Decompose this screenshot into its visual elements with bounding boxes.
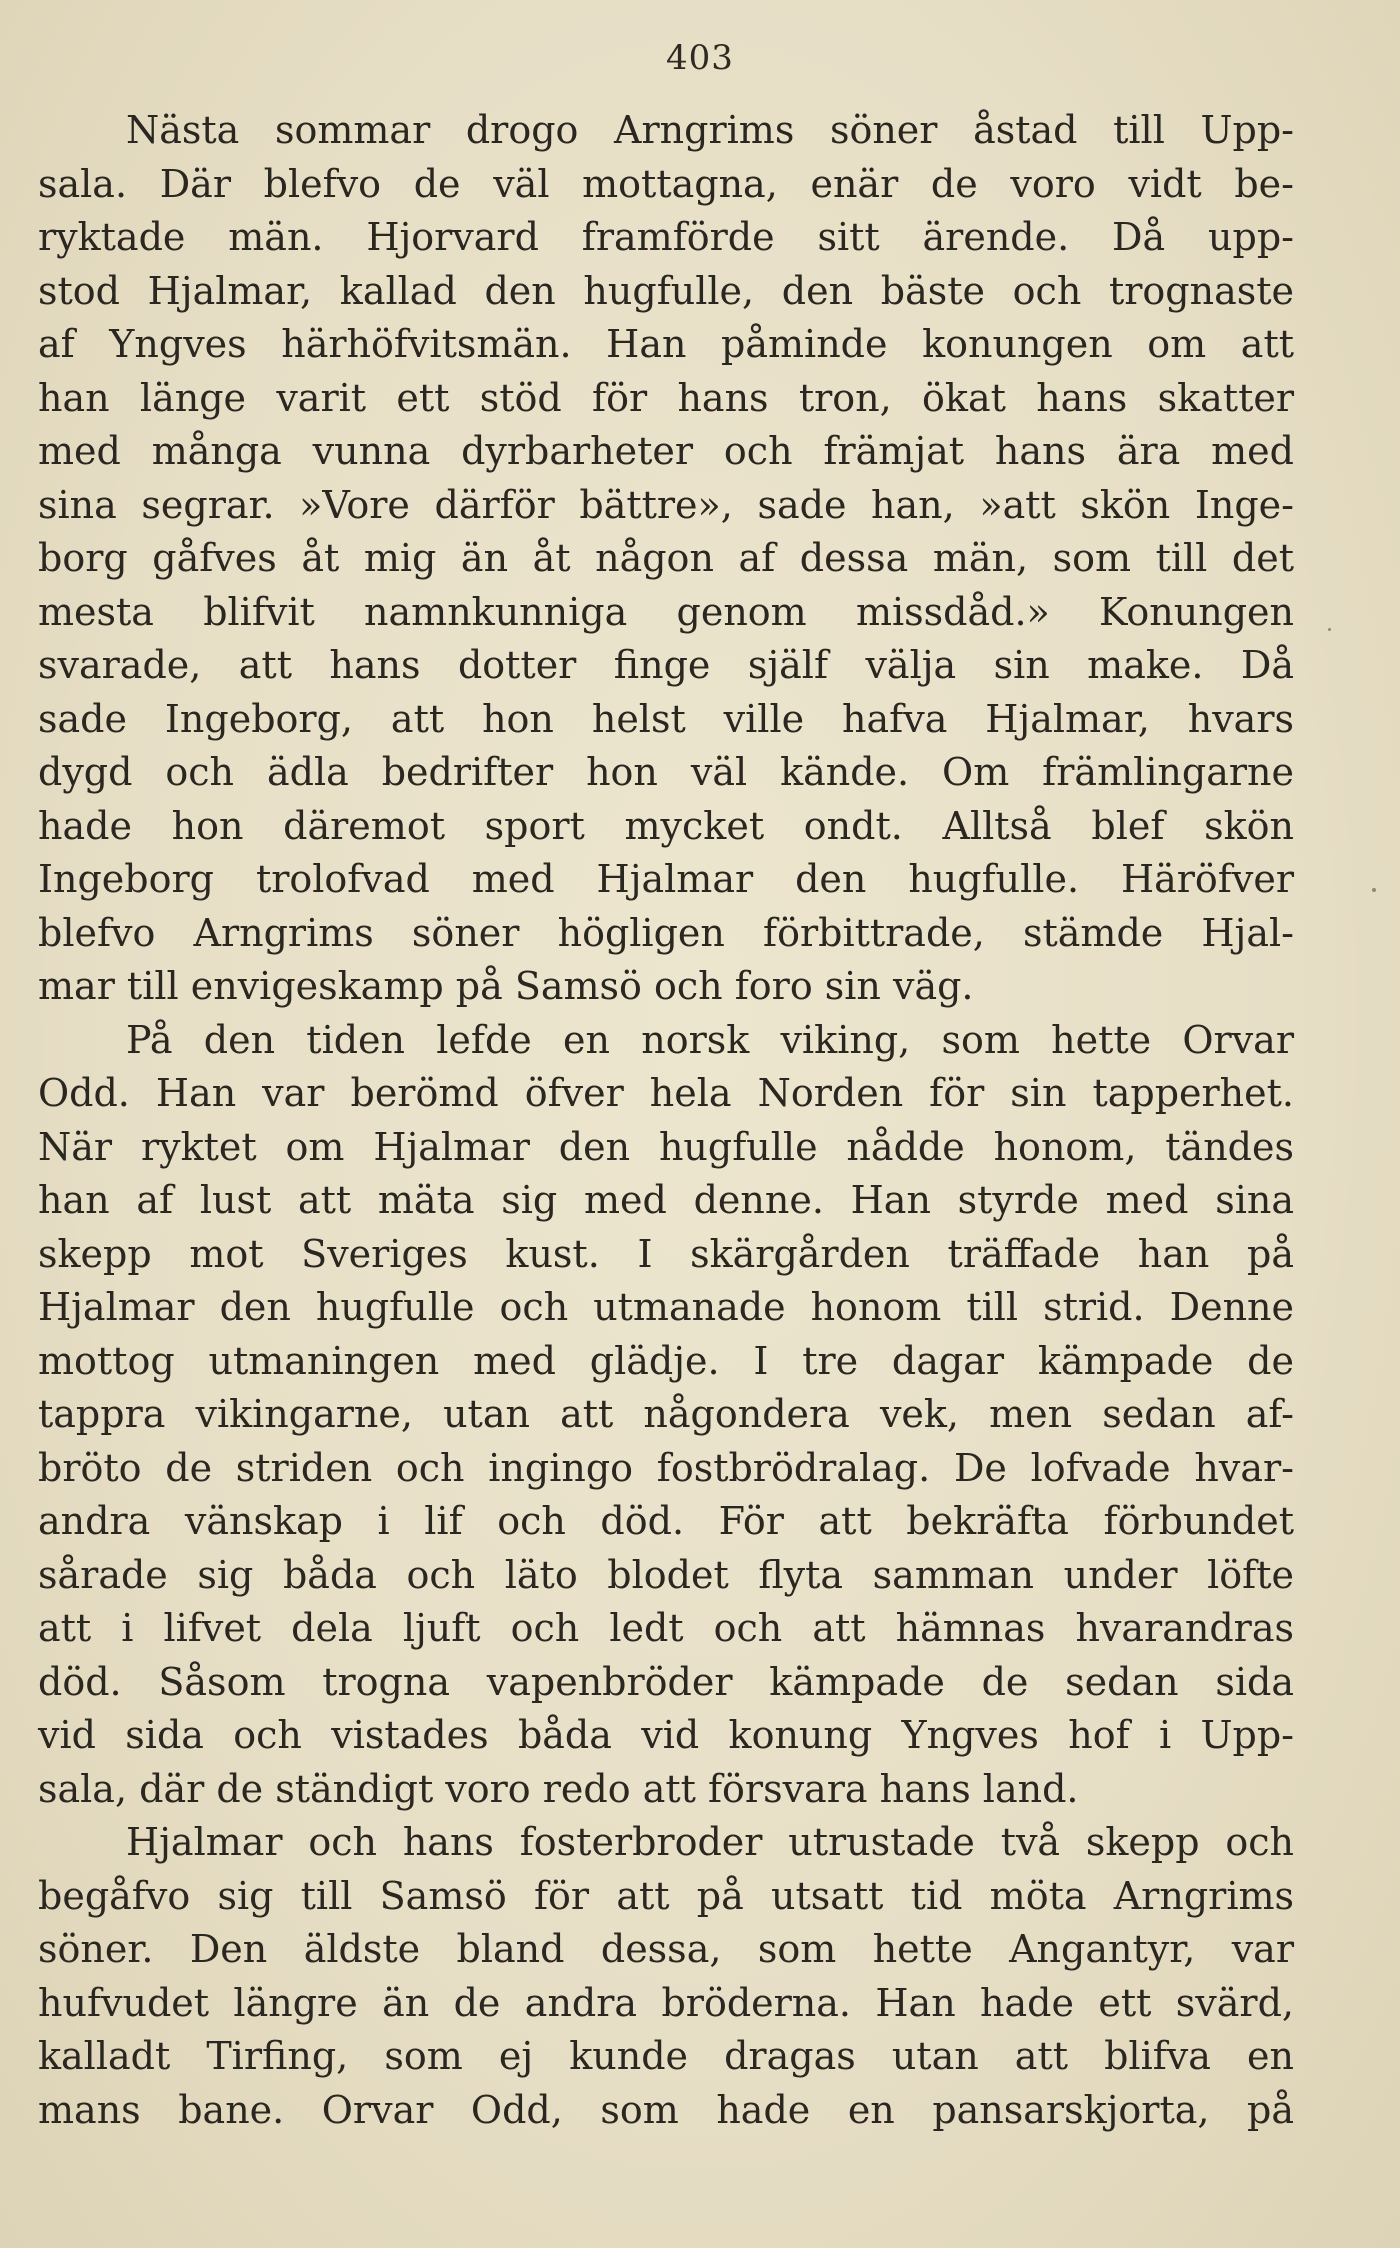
text-line: att i lifvet dela ljuft och ledt och att hämnas hvarandras: [38, 1606, 1294, 1650]
text-line: skepp mot Sveriges kust. I skärgården träffade han på: [38, 1231, 1294, 1276]
text-line: tappra vikingarne, utan att någondera vek, men sedan af-: [38, 1392, 1294, 1436]
text-line: Ingeborg trolofvad med Hjalmar den hugfulle. Häröfver: [38, 857, 1294, 901]
text-line: vid sida och vistades båda vid konung Yngves hof i Upp-: [38, 1713, 1294, 1757]
text-line: blefvo Arngrims söner högligen förbittrade, stämde Hjal-: [38, 910, 1294, 955]
text-line: ryktade män. Hjorvard framförde sitt ärende. Då upp-: [38, 215, 1294, 259]
text-line: mar till envigeskamp på Samsö och foro sin väg.: [38, 964, 974, 1008]
text-line: sade Ingeborg, att hon helst ville hafva Hjalmar, hvars: [38, 696, 1294, 741]
text-line: bröto de striden och ingingo fostbrödralag. De lofvade hvar-: [38, 1445, 1294, 1490]
text-line: sala. Där blefvo de väl mottagna, enär de voro vidt be-: [38, 161, 1294, 206]
text-line: hade hon däremot sport mycket ondt. Alltså blef skön: [38, 803, 1294, 848]
page-number: 403: [666, 38, 734, 78]
text-line: han länge varit ett stöd för hans tron, ökat hans skatter: [38, 375, 1294, 420]
text-line: mottog utmaningen med glädje. I tre dagar kämpade de: [38, 1338, 1294, 1383]
text-line: han af lust att mäta sig med denne. Han styrde med sina: [38, 1178, 1294, 1222]
text-line: mesta blifvit namnkunniga genom missdåd.» Konungen: [38, 589, 1294, 634]
text-line: sina segrar. »Vore därför bättre», sade han, »att skön Inge-: [38, 482, 1294, 527]
text-line: sårade sig båda och läto blodet flyta samman under löfte: [38, 1552, 1294, 1597]
text-line: hufvudet längre än de andra bröderna. Han hade ett svärd,: [38, 1980, 1294, 2025]
paper-speck: [1328, 628, 1331, 631]
text-line: andra vänskap i lif och död. För att bekräfta förbundet: [38, 1499, 1294, 1543]
text-line: Hjalmar den hugfulle och utmanade honom till strid. Denne: [38, 1285, 1294, 1329]
text-line: kalladt Tirfing, som ej kunde dragas utan att blifva en: [38, 2034, 1294, 2078]
text-line: På den tiden lefde en norsk viking, som hette Orvar: [126, 1017, 1294, 1062]
text-line: med många vunna dyrbarheter och främjat hans ära med: [38, 429, 1294, 473]
text-line: Odd. Han var berömd öfver hela Norden för sin tapperhet.: [38, 1071, 1294, 1115]
text-line: död. Såsom trogna vapenbröder kämpade de sedan sida: [38, 1659, 1294, 1704]
text-line: sala, där de ständigt voro redo att försvara hans land.: [38, 1766, 1079, 1811]
text-line: borg gåfves åt mig än åt någon af dessa män, som till det: [38, 536, 1294, 580]
text-line: söner. Den äldste bland dessa, som hette Angantyr, var: [38, 1927, 1294, 1971]
text-line: af Yngves härhöfvitsmän. Han påminde konungen om att: [38, 322, 1294, 366]
text-line: stod Hjalmar, kallad den hugfulle, den bäste och trognaste: [38, 268, 1294, 313]
text-line: dygd och ädla bedrifter hon väl kände. Om främlingarne: [38, 750, 1294, 794]
text-line: När ryktet om Hjalmar den hugfulle nådde honom, tändes: [38, 1124, 1294, 1169]
text-line: begåfvo sig till Samsö för att på utsatt tid möta Arngrims: [38, 1873, 1294, 1918]
text-line: mans bane. Orvar Odd, som hade en pansarskjorta, på: [38, 2087, 1294, 2132]
paper-speck: [1372, 888, 1376, 892]
text-line: svarade, att hans dotter finge själf välja sin make. Då: [38, 643, 1294, 687]
text-line: Nästa sommar drogo Arngrims söner åstad till Upp-: [126, 108, 1294, 152]
text-line: Hjalmar och hans fosterbroder utrustade två skepp och: [126, 1820, 1294, 1864]
body-text: [38, 104, 1294, 2137]
